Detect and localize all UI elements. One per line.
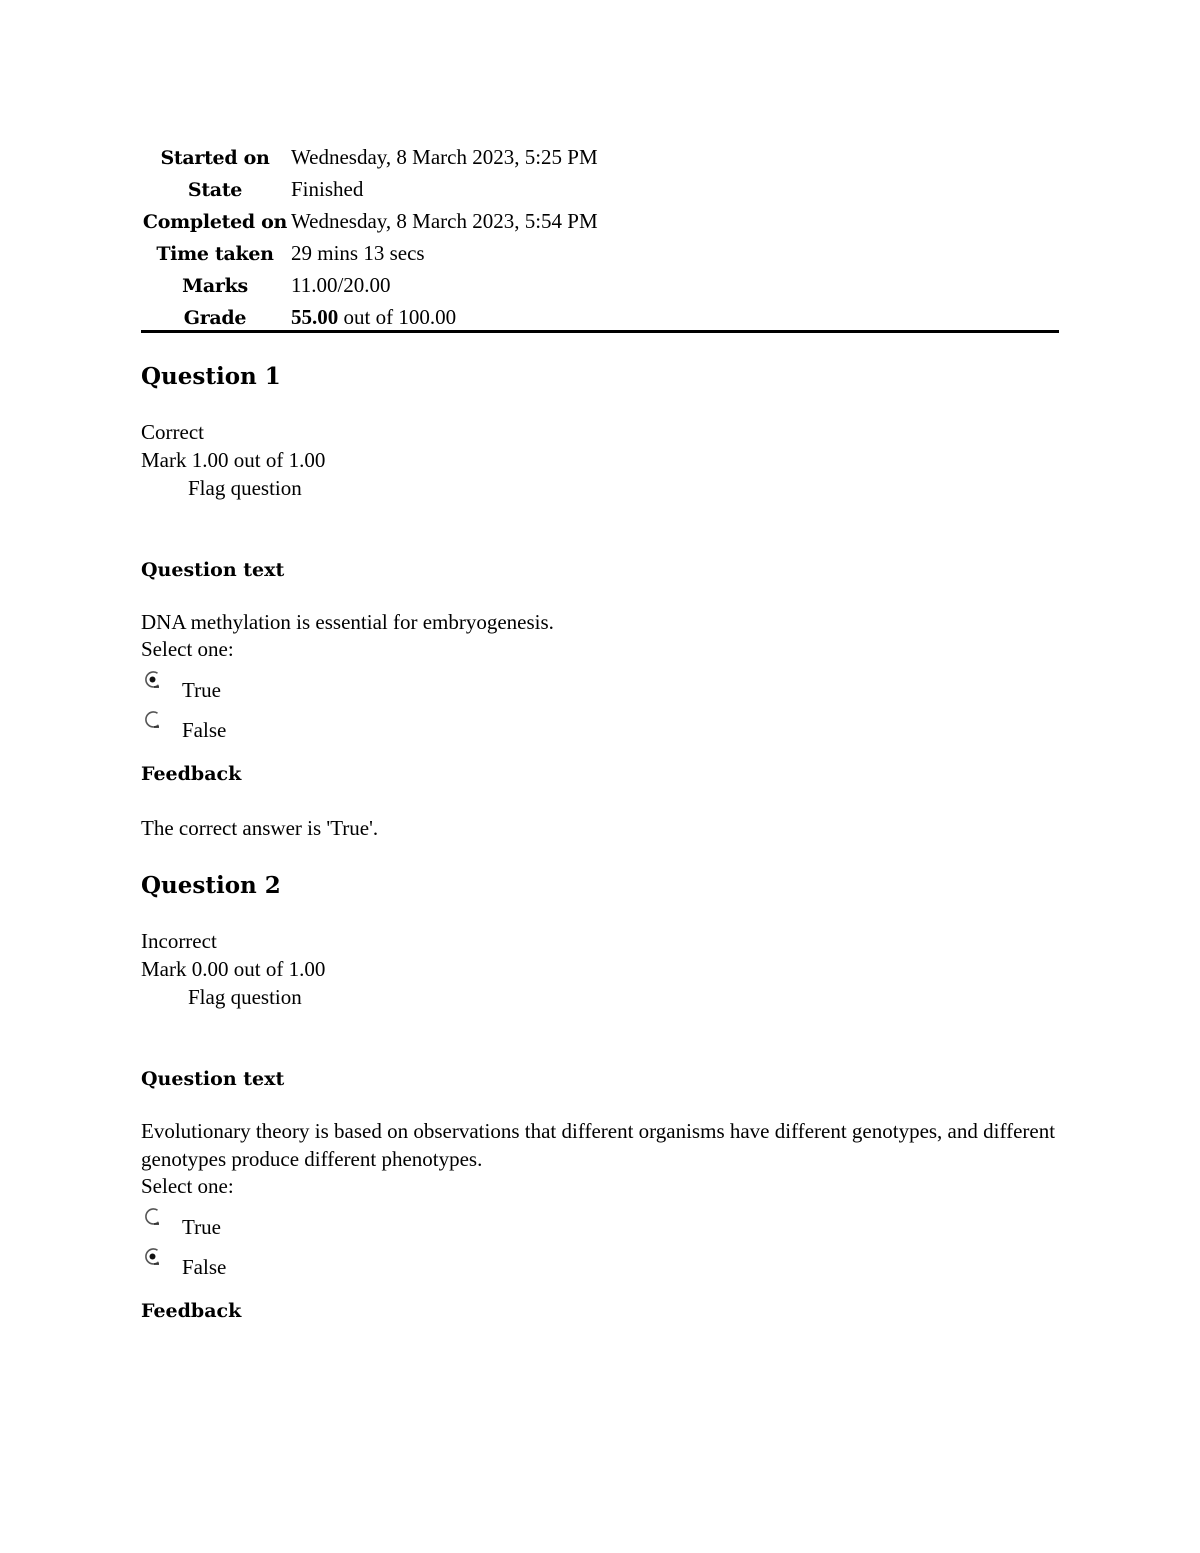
question-heading: Question 1 <box>141 363 281 390</box>
grade-suffix: out of 100.00 <box>338 305 457 329</box>
summary-row-marks <box>141 270 1059 302</box>
option-label: False <box>182 718 227 742</box>
flag-question-link[interactable]: Flag question <box>188 476 302 500</box>
summary-row-time-taken <box>141 238 1059 270</box>
summary-label: Completed on <box>142 210 288 233</box>
flag-question-link[interactable]: Flag question <box>188 985 302 1009</box>
summary-row-started <box>141 142 1059 174</box>
question-status: Correct <box>141 420 204 444</box>
answer-option-false[interactable] <box>141 706 1059 746</box>
summary-row-completed <box>141 206 1059 238</box>
summary-row-grade <box>141 302 1059 332</box>
question-text: Evolutionary theory is based on observations that different organisms have different genotypes, and different genotypes produce different phenotypes. <box>141 1119 1056 1171</box>
select-one-prompt: Select one: <box>141 637 234 661</box>
radio-unselected-icon[interactable] <box>143 710 163 730</box>
summary-value: Wednesday, 8 March 2023, 5:25 PM <box>291 145 598 169</box>
select-one-prompt: Select one: <box>141 1174 234 1198</box>
summary-label: State <box>187 178 243 201</box>
question-text-heading: Question text <box>141 559 285 581</box>
answer-option-false[interactable] <box>141 1243 1059 1283</box>
option-label: True <box>182 678 221 702</box>
summary-label: Grade <box>183 306 247 329</box>
summary-label: Started on <box>160 146 270 169</box>
feedback-heading: Feedback <box>141 1300 242 1322</box>
question-heading: Question 2 <box>141 872 281 899</box>
summary-label: Marks <box>182 274 248 297</box>
option-label: False <box>182 1255 227 1279</box>
grade-score: 55.00 <box>291 305 339 329</box>
feedback-heading: Feedback <box>141 763 242 785</box>
feedback-text: The correct answer is 'True'. <box>141 816 379 840</box>
question-1 <box>141 363 1059 842</box>
question-2 <box>141 872 1059 1325</box>
summary-value: 11.00/20.00 <box>291 273 391 297</box>
radio-selected-icon[interactable] <box>143 670 163 690</box>
radio-unselected-icon[interactable] <box>143 1207 163 1227</box>
question-status: Incorrect <box>141 929 217 953</box>
summary-value <box>289 302 1059 332</box>
question-text: DNA methylation is essential for embryogenesis. <box>141 610 554 634</box>
summary-value: Finished <box>291 177 364 201</box>
summary-label: Time taken <box>156 242 274 265</box>
answer-option-true[interactable] <box>141 666 1059 706</box>
quiz-review-page <box>141 142 1059 1351</box>
summary-value: 29 mins 13 secs <box>291 241 425 265</box>
option-label: True <box>182 1215 221 1239</box>
attempt-summary-table <box>141 142 1059 333</box>
summary-value: Wednesday, 8 March 2023, 5:54 PM <box>291 209 598 233</box>
summary-row-state <box>141 174 1059 206</box>
answer-option-true[interactable] <box>141 1203 1059 1243</box>
question-mark: Mark 1.00 out of 1.00 <box>141 448 326 472</box>
radio-selected-icon[interactable] <box>143 1247 163 1267</box>
question-text-heading: Question text <box>141 1068 285 1090</box>
question-mark: Mark 0.00 out of 1.00 <box>141 957 326 981</box>
